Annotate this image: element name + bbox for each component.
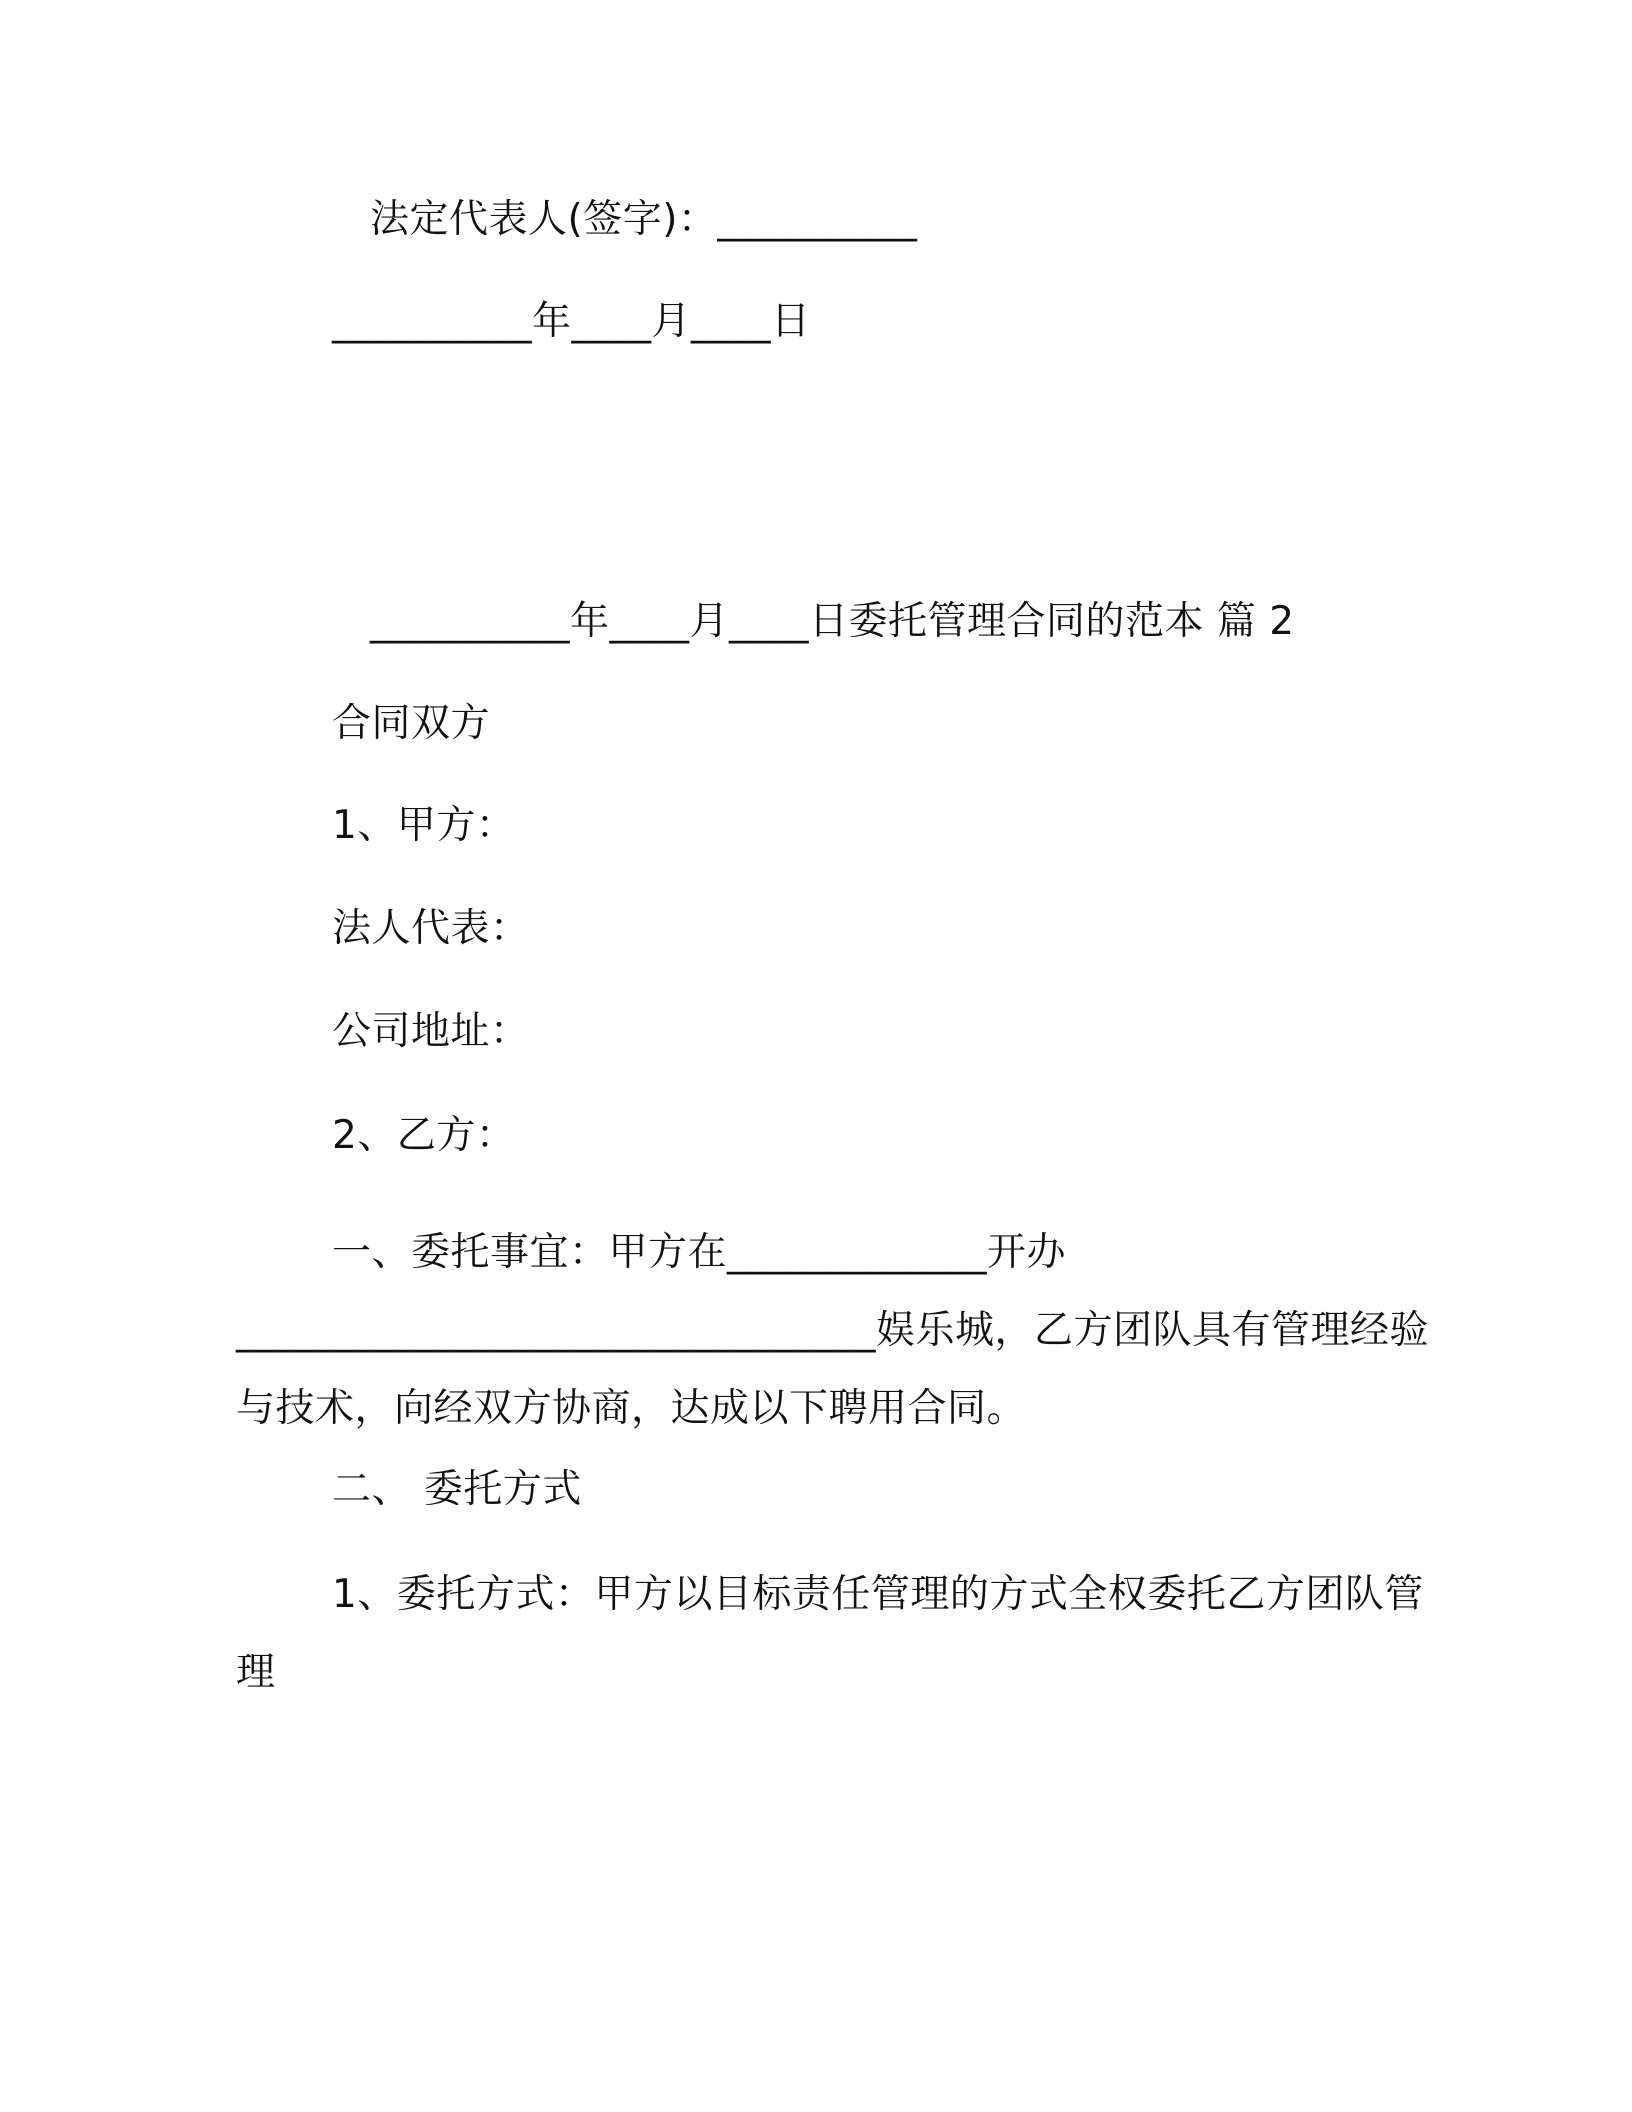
entrustment-method-line-1: 1、委托方式：甲方以目标责任管理的方式全权委托乙方团队管 [332,1572,1424,1617]
entrustment-method-paragraph [236,1556,1424,1712]
signature-date-line: __________年____月____日 [332,299,811,344]
party-b-label: 2、乙方： [332,1113,516,1158]
entrustment-matters-line-2: ________________________________娱乐城，乙方团队具有管理经验 [236,1308,1430,1353]
entrustment-matters-line-3: 与技术，向经双方协商，达成以下聘用合同。 [236,1386,1027,1431]
entrustment-matters-line-1: 一、委托事宜：甲方在_____________开办 [332,1230,1067,1275]
legal-representative-signature-line: 法定代表人(签字)：__________ [370,197,918,242]
entrustment-method-line-2: 理 [236,1650,276,1695]
party-a-label: 1、甲方： [332,803,516,848]
entrustment-method-heading: 二、 委托方式 [332,1467,582,1512]
company-address-label: 公司地址： [332,1009,530,1054]
legal-representative-label: 法人代表： [332,906,530,951]
section-title: __________年____月____日委托管理合同的范本 篇 2 [370,599,1295,644]
entrustment-matters-paragraph [236,1214,1429,1448]
parties-heading: 合同双方 [332,701,491,746]
